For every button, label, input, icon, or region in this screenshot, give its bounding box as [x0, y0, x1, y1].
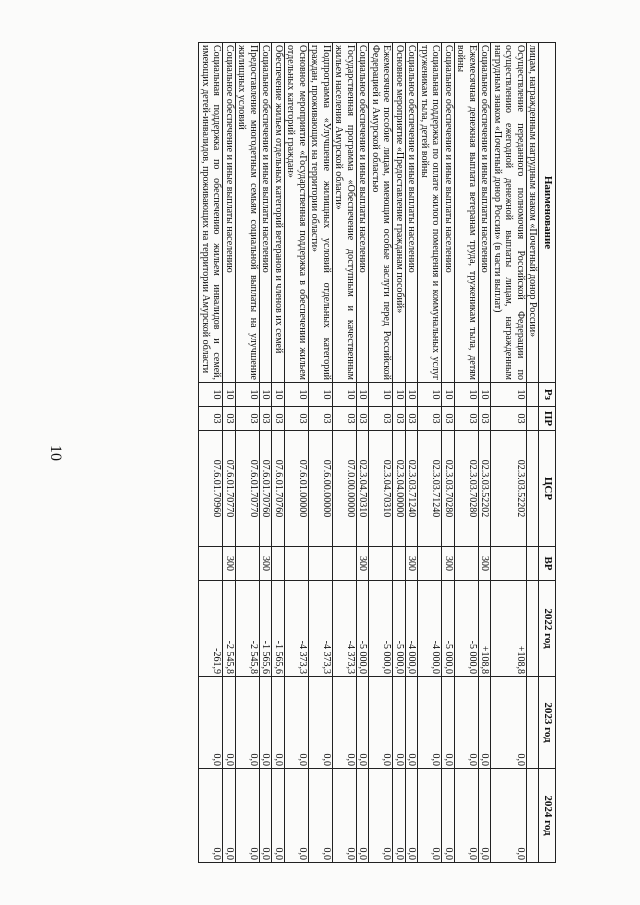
- row-2022: -1 565,6: [272, 581, 285, 677]
- table-row: [260, 43, 273, 863]
- header-2023: 2023 год: [539, 677, 556, 769]
- row-2024: 0,0: [442, 769, 455, 863]
- table-row: [285, 43, 309, 863]
- row-2024: 0,0: [479, 769, 492, 863]
- row-2022: -261,9: [199, 581, 223, 677]
- row-vr: [333, 547, 357, 581]
- row-name: Социальное обеспечение и иные выплаты населению: [479, 43, 492, 383]
- row-vr: [369, 547, 393, 581]
- row-name: Основное мероприятие «Предоставление гражданам пособий»: [393, 43, 406, 383]
- row-csr: 07.6.01.70760: [260, 431, 273, 547]
- row-2024: 0,0: [455, 769, 479, 863]
- row-rz: 10: [236, 383, 260, 407]
- row-rz: 10: [357, 383, 370, 407]
- row-csr: 02.3.03.70280: [442, 431, 455, 547]
- row-2022: -4 000,0: [406, 581, 419, 677]
- row-rz: 10: [406, 383, 419, 407]
- row-name: Предоставление многодетным семьям социальной выплаты на улучшение жилищных условий: [236, 43, 260, 383]
- row-csr: [527, 431, 540, 547]
- row-pr: 03: [199, 407, 223, 431]
- page-number: 10: [47, 445, 64, 461]
- row-pr: 03: [357, 407, 370, 431]
- header-csr: ЦСР: [539, 431, 556, 547]
- row-2022: -5 000,0: [442, 581, 455, 677]
- row-name: Ежемесячная денежная выплата ветеранам труда, труженикам тыла, детям войны: [455, 43, 479, 383]
- row-2022: +108,8: [479, 581, 492, 677]
- row-vr: [272, 547, 285, 581]
- row-csr: 02.3.04.70310: [357, 431, 370, 547]
- row-2023: 0,0: [236, 677, 260, 769]
- row-2023: 0,0: [491, 677, 527, 769]
- row-vr: [491, 547, 527, 581]
- row-rz: 10: [491, 383, 527, 407]
- row-rz: 10: [272, 383, 285, 407]
- row-rz: 10: [455, 383, 479, 407]
- row-pr: 03: [272, 407, 285, 431]
- budget-table: [199, 42, 557, 863]
- row-name: Социальная поддержка по обеспечению жильем инвалидов и семей, имеющих детей-инвалидов, проживающих на территории Амурской области: [199, 43, 223, 383]
- row-2024: 0,0: [406, 769, 419, 863]
- row-csr: 07.6.01.70770: [223, 431, 236, 547]
- row-csr: 07.6.01.00000: [285, 431, 309, 547]
- row-2024: 0,0: [285, 769, 309, 863]
- row-name: Социальное обеспечение и иные выплаты населению: [357, 43, 370, 383]
- row-2022: -5 000,0: [393, 581, 406, 677]
- row-csr: 07.6.01.70960: [199, 431, 223, 547]
- row-2022: -4 373,3: [333, 581, 357, 677]
- row-pr: 03: [369, 407, 393, 431]
- row-pr: 03: [223, 407, 236, 431]
- table-row: [357, 43, 370, 863]
- row-pr: 03: [442, 407, 455, 431]
- row-csr: 07.6.01.70770: [236, 431, 260, 547]
- header-2024: 2024 год: [539, 769, 556, 863]
- row-csr: 02.3.04.00000: [393, 431, 406, 547]
- table-row: [455, 43, 479, 863]
- row-vr: 300: [223, 547, 236, 581]
- row-2022: -2 545,8: [236, 581, 260, 677]
- row-csr: 02.3.04.70310: [369, 431, 393, 547]
- row-pr: 03: [479, 407, 492, 431]
- row-pr: 03: [455, 407, 479, 431]
- row-pr: 03: [285, 407, 309, 431]
- row-name: Социальное обеспечение и иные выплаты населению: [406, 43, 419, 383]
- table-row: [418, 43, 442, 863]
- row-2023: 0,0: [272, 677, 285, 769]
- row-2024: 0,0: [309, 769, 333, 863]
- row-vr: [455, 547, 479, 581]
- row-pr: 03: [333, 407, 357, 431]
- row-2022: -4 000,0: [418, 581, 442, 677]
- header-row: [539, 43, 556, 863]
- row-csr: 02.3.03.52202: [491, 431, 527, 547]
- table-row: [491, 43, 527, 863]
- row-2023: 0,0: [285, 677, 309, 769]
- row-csr: 07.0.00.00000: [333, 431, 357, 547]
- row-2024: 0,0: [223, 769, 236, 863]
- row-name: Ежемесячное пособие лицам, имеющим особые заслуги перед Российской Федерацией и Амурской областью: [369, 43, 393, 383]
- row-pr: 03: [260, 407, 273, 431]
- row-vr: 300: [260, 547, 273, 581]
- row-pr: 03: [393, 407, 406, 431]
- table-row: [223, 43, 236, 863]
- row-pr: 03: [418, 407, 442, 431]
- header-2022: 2022 год: [539, 581, 556, 677]
- row-2022: -5 000,0: [369, 581, 393, 677]
- row-csr: 07.6.01.70760: [272, 431, 285, 547]
- row-2024: 0,0: [418, 769, 442, 863]
- table-row: [272, 43, 285, 863]
- row-csr: 07.6.00.00000: [309, 431, 333, 547]
- row-2024: 0,0: [333, 769, 357, 863]
- row-name: Основное мероприятие «Государственная поддержка в обеспечении жильем отдельных категорий граждан»: [285, 43, 309, 383]
- row-rz: 10: [369, 383, 393, 407]
- table-row: [199, 43, 223, 863]
- row-vr: 300: [357, 547, 370, 581]
- row-2022: -2 545,8: [223, 581, 236, 677]
- row-rz: 10: [260, 383, 273, 407]
- row-vr: [236, 547, 260, 581]
- row-name: Осуществление переданного полномочия Российской Федерации по осуществлению ежегодной денежной выплаты лицам, награжденным нагрудным знаком «Почетный донор России» (в части выплат): [491, 43, 527, 383]
- table-row: [369, 43, 393, 863]
- row-2023: 0,0: [333, 677, 357, 769]
- row-rz: 10: [199, 383, 223, 407]
- row-vr: 300: [442, 547, 455, 581]
- row-rz: 10: [393, 383, 406, 407]
- row-csr: 02.3.03.71240: [406, 431, 419, 547]
- row-2022: +108,8: [491, 581, 527, 677]
- row-2022: -4 373,3: [309, 581, 333, 677]
- table-row: [442, 43, 455, 863]
- row-csr: 02.3.03.52202: [479, 431, 492, 547]
- row-rz: [527, 383, 540, 407]
- row-vr: 300: [479, 547, 492, 581]
- row-name: Социальное обеспечение и иные выплаты населению: [442, 43, 455, 383]
- row-pr: 03: [406, 407, 419, 431]
- row-2022: -4 373,3: [285, 581, 309, 677]
- table-row: [406, 43, 419, 863]
- row-2023: 0,0: [357, 677, 370, 769]
- row-vr: 300: [406, 547, 419, 581]
- row-name: Социальное обеспечение и иные выплаты населению: [260, 43, 273, 383]
- row-vr: [418, 547, 442, 581]
- row-csr: 02.3.03.71240: [418, 431, 442, 547]
- rotated-table-wrapper: [96, 42, 556, 862]
- row-rz: 10: [223, 383, 236, 407]
- row-csr: 02.3.03.70280: [455, 431, 479, 547]
- row-vr: [309, 547, 333, 581]
- row-vr: [393, 547, 406, 581]
- row-2023: 0,0: [442, 677, 455, 769]
- row-2022: [527, 581, 540, 677]
- row-2023: 0,0: [369, 677, 393, 769]
- row-2023: 0,0: [223, 677, 236, 769]
- row-pr: 03: [491, 407, 527, 431]
- row-2023: 0,0: [260, 677, 273, 769]
- row-vr: [285, 547, 309, 581]
- table-row: [527, 43, 540, 863]
- row-rz: 10: [309, 383, 333, 407]
- row-2023: 0,0: [406, 677, 419, 769]
- table-row: [236, 43, 260, 863]
- row-rz: 10: [333, 383, 357, 407]
- table-row: [333, 43, 357, 863]
- row-rz: 10: [418, 383, 442, 407]
- row-pr: [527, 407, 540, 431]
- row-name: Социальная поддержка по оплате жилого помещения и коммунальных услуг труженикам тыла, детей войны: [418, 43, 442, 383]
- row-pr: 03: [309, 407, 333, 431]
- row-2023: 0,0: [393, 677, 406, 769]
- row-pr: 03: [236, 407, 260, 431]
- row-2024: 0,0: [260, 769, 273, 863]
- row-name: Обеспечение жильем отдельных категорий ветеранов и членов их семей: [272, 43, 285, 383]
- row-name: Социальное обеспечение и иные выплаты населению: [223, 43, 236, 383]
- row-2023: 0,0: [479, 677, 492, 769]
- header-vr: ВР: [539, 547, 556, 581]
- row-name: Государственная программа «Обеспечение доступным и качественным жильем населения Амурской области»: [333, 43, 357, 383]
- row-2022: -5 000,0: [455, 581, 479, 677]
- header-rz: Рз: [539, 383, 556, 407]
- row-2024: 0,0: [393, 769, 406, 863]
- row-2023: 0,0: [309, 677, 333, 769]
- row-2024: 0,0: [369, 769, 393, 863]
- row-vr: [199, 547, 223, 581]
- row-2023: 0,0: [199, 677, 223, 769]
- row-2022: -1 565,6: [260, 581, 273, 677]
- header-name: Наименование: [539, 43, 556, 383]
- row-rz: 10: [479, 383, 492, 407]
- row-name: Подпрограмма «Улучшение жилищных условий отдельных категорий граждан, проживающих на территории области»: [309, 43, 333, 383]
- row-rz: 10: [442, 383, 455, 407]
- row-2024: 0,0: [236, 769, 260, 863]
- row-name: лицам, награжденным нагрудным знаком «Почетный донор России»: [527, 43, 540, 383]
- row-2024: [527, 769, 540, 863]
- table-row: [479, 43, 492, 863]
- row-2023: 0,0: [455, 677, 479, 769]
- table-row: [393, 43, 406, 863]
- header-pr: ПР: [539, 407, 556, 431]
- row-2023: [527, 677, 540, 769]
- row-rz: 10: [285, 383, 309, 407]
- row-2024: 0,0: [199, 769, 223, 863]
- row-2024: 0,0: [357, 769, 370, 863]
- row-2024: 0,0: [491, 769, 527, 863]
- row-2024: 0,0: [272, 769, 285, 863]
- table-row: [309, 43, 333, 863]
- row-2022: -5 000,0: [357, 581, 370, 677]
- row-vr: [527, 547, 540, 581]
- row-2023: 0,0: [418, 677, 442, 769]
